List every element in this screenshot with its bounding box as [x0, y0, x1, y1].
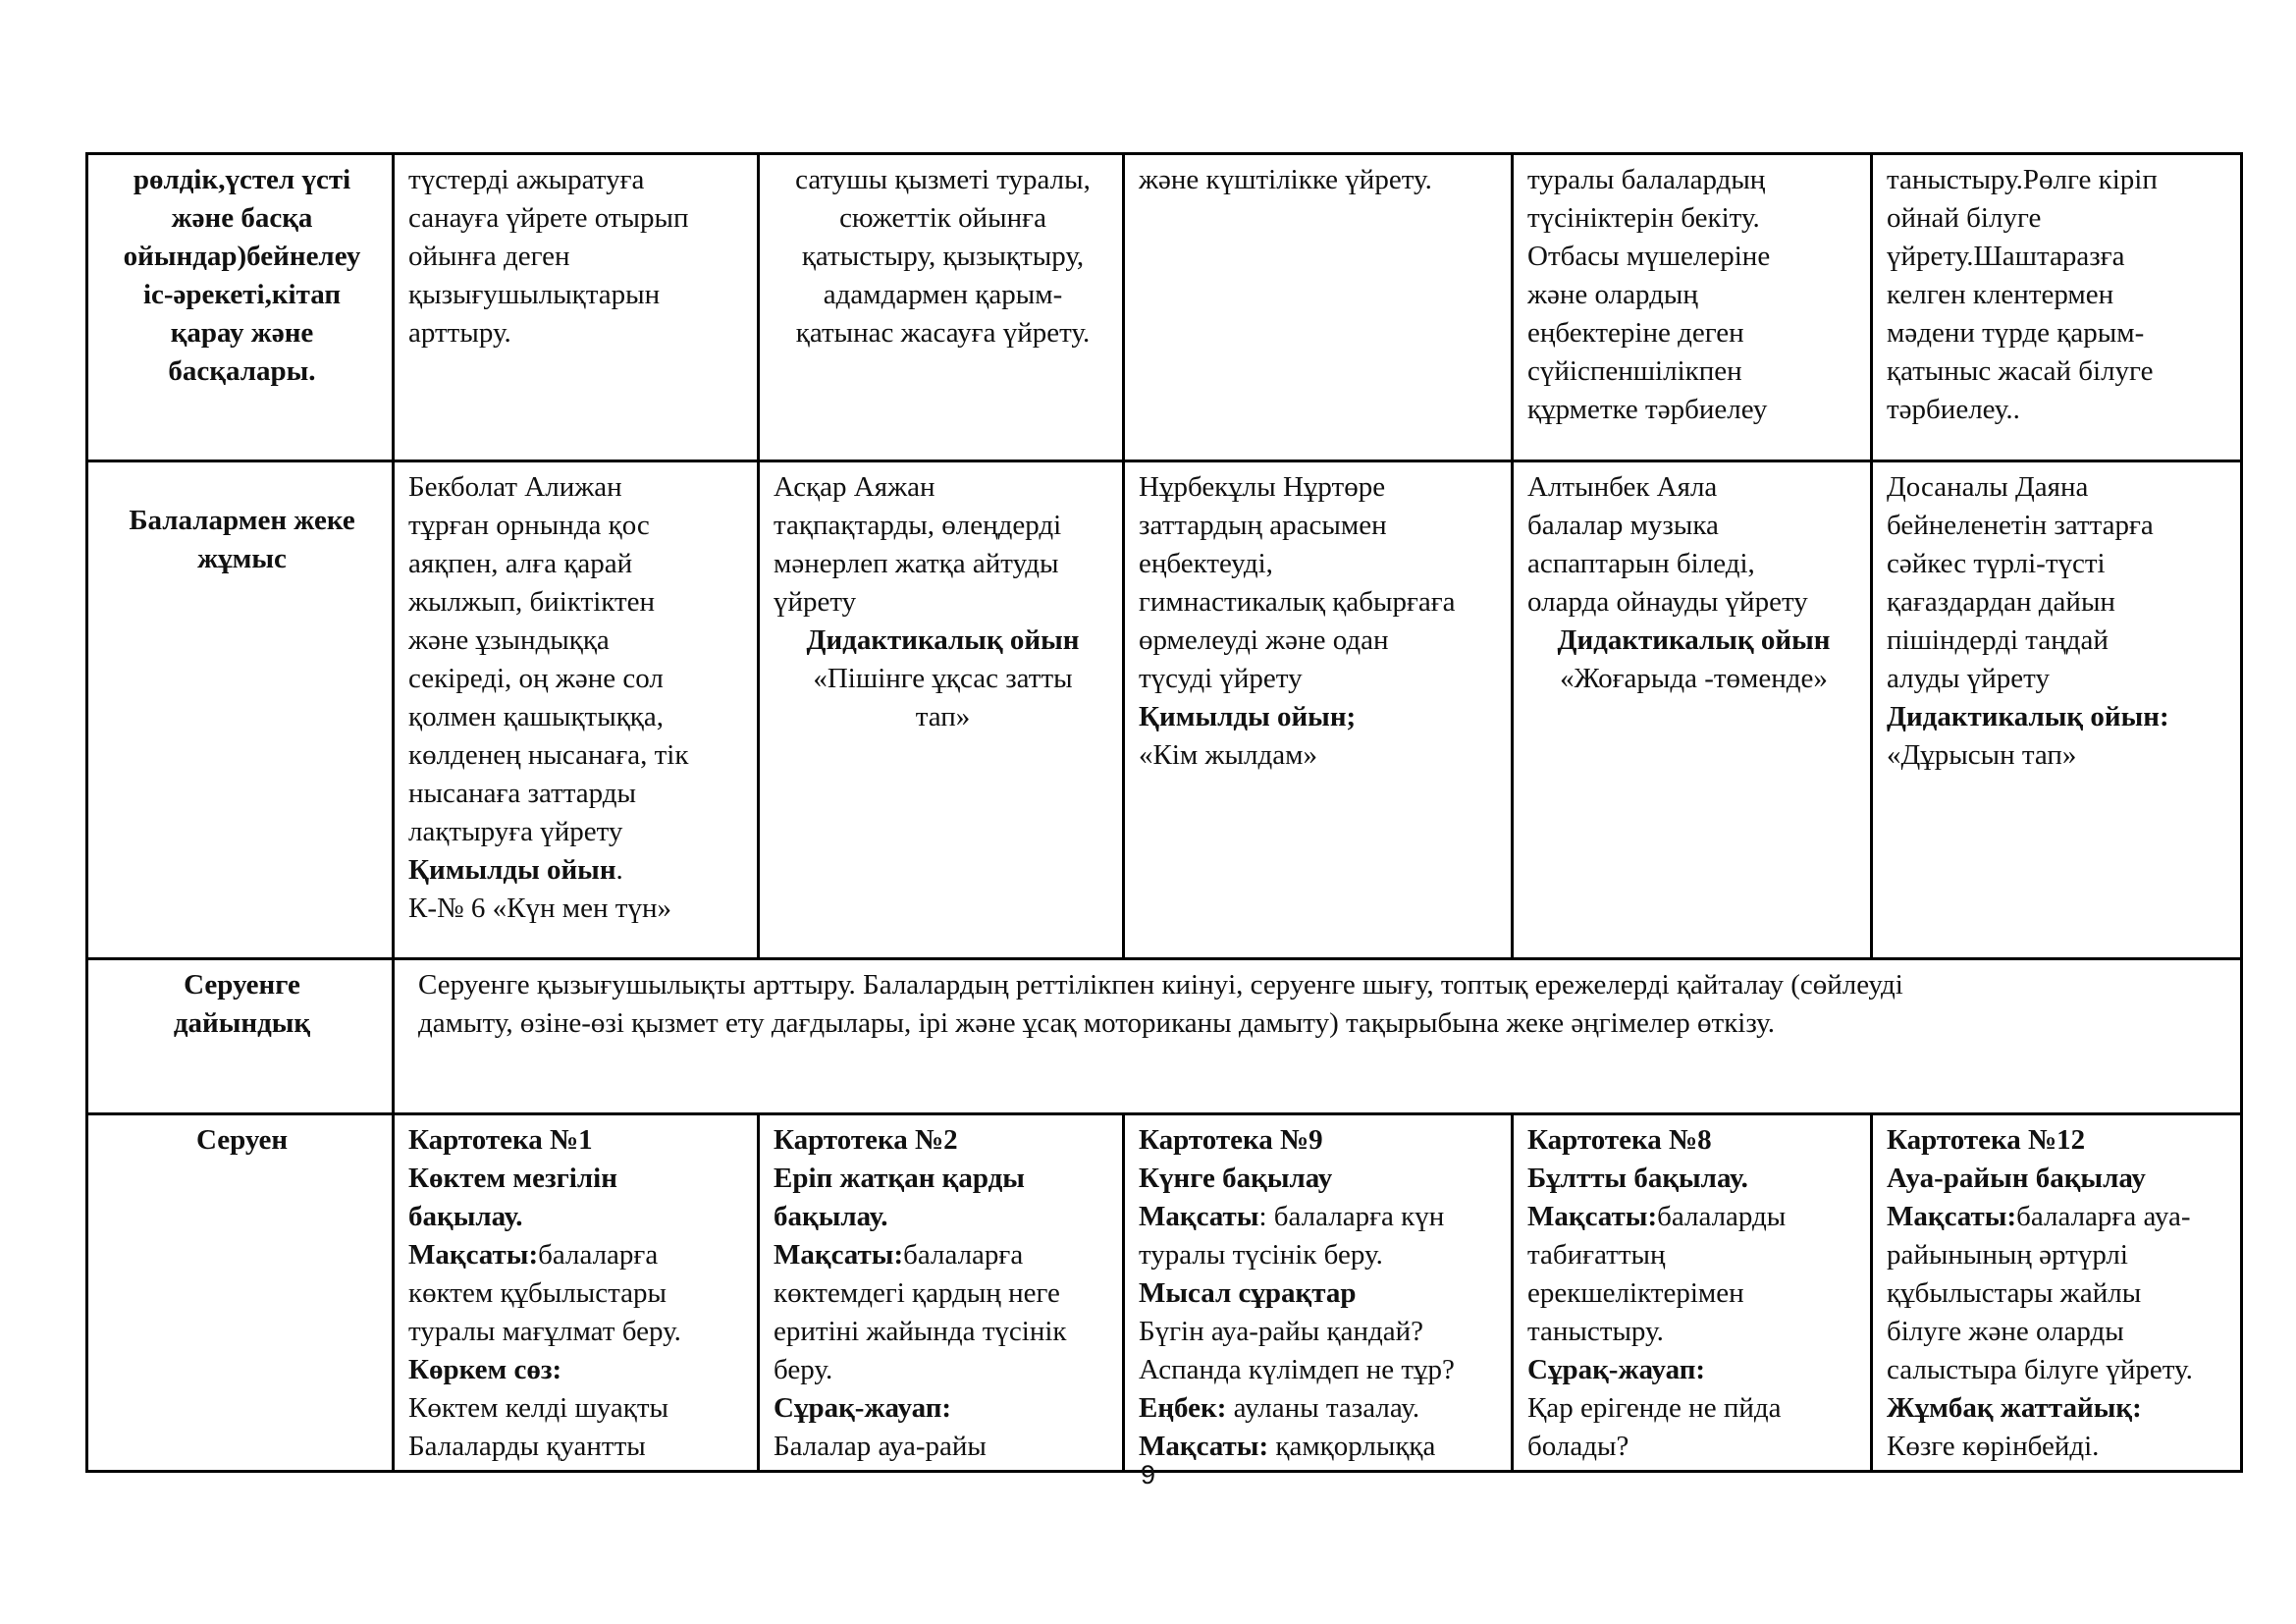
cell-text-line: мәдени түрде қарым-	[1887, 317, 2145, 349]
walk-text-line: салыстыра білуге үйрету.	[1887, 1354, 2193, 1385]
cell-text-line: нысанаға заттарды	[408, 778, 637, 809]
game-name: «Пішінге ұқсас затты	[813, 663, 1073, 694]
cell-text-line: түсуді үйрету	[1139, 663, 1303, 694]
cell-text-line: ойнай білуге	[1887, 202, 2042, 234]
walk-label: Мақсаты:	[1527, 1201, 1658, 1232]
cell-text-line: және олардың	[1527, 279, 1698, 310]
walk-text-line: құбылыстары жайлы	[1887, 1277, 2142, 1309]
cell-text-line: қатыныс жасай білуге	[1887, 355, 2154, 387]
cell-text-line: ойынға деген	[408, 241, 570, 272]
cell-text-line: лақтыруға үйрету	[408, 816, 623, 847]
cell-text-line: түстерді ажыратуға	[408, 164, 645, 195]
cell-text-line: таныстыру.Рөлге кіріп	[1887, 164, 2158, 195]
cell-text-line: түсініктерін бекіту.	[1527, 202, 1760, 234]
row-label-line: басқалары.	[168, 355, 316, 387]
walk-text-line: көктем құбылыстары	[408, 1277, 667, 1309]
row-label-role-games	[87, 154, 394, 461]
row-label-line: және басқа	[171, 202, 313, 234]
cell-text-line: санауға үйрете отырып	[408, 202, 689, 234]
role-games-cell-5	[1872, 154, 2242, 461]
cell-text-line: қатынас жасауға үйрету.	[795, 317, 1091, 349]
game-title: Дидактикалық ойын	[806, 624, 1080, 656]
cell-text-line: қолмен қашықтыққа,	[408, 701, 664, 732]
cell-text-line: Нұрбекұлы Нұртөре	[1139, 471, 1386, 503]
weekly-plan-table	[85, 152, 2243, 1473]
cell-text-line: үйрету.Шаштаразға	[1887, 241, 2125, 272]
walk-heading: Күнге бақылау	[1139, 1163, 1333, 1194]
individual-cell-5	[1872, 461, 2242, 959]
cell-text-line: аспаптарын біледі,	[1527, 548, 1755, 579]
individual-cell-3	[1124, 461, 1513, 959]
cell-text-line: сәйкес түрлі-түсті	[1887, 548, 2106, 579]
cell-text-line: сүйіспеншілікпен	[1527, 355, 1742, 387]
role-games-cell-4	[1513, 154, 1872, 461]
walk-heading: Көркем сөз:	[408, 1354, 562, 1385]
walk-text-line: ерекшеліктерімен	[1527, 1277, 1744, 1309]
row-label-line: іс-әрекеті,кітап	[142, 279, 342, 310]
row-label-line: рөлдік,үстел үсті	[133, 164, 351, 195]
walk-text-line: Аспанда күлімдеп не тұр?	[1139, 1354, 1455, 1385]
walk-text: : балаларға күн	[1258, 1201, 1445, 1232]
game-title: Қимылды ойын.	[408, 854, 623, 886]
row-label-line: Серуенге	[184, 969, 300, 1001]
table-row-walk-prep	[87, 959, 2242, 1114]
walk-cell-3	[1124, 1114, 1513, 1472]
walk-label: Мақсаты	[1139, 1201, 1259, 1232]
game-name: «Жоғарыда -төменде»	[1560, 663, 1828, 694]
role-games-cell-1	[394, 154, 759, 461]
cell-text-line: үйрету	[774, 586, 857, 618]
cell-text-line: Алтынбек Аяла	[1527, 471, 1718, 503]
row-label-line: Балалармен жеке	[129, 505, 355, 536]
cell-text-line: қатыстыру, қызықтыру,	[801, 241, 1085, 272]
individual-cell-4	[1513, 461, 1872, 959]
cell-text-line: Асқар Аяжан	[774, 471, 935, 503]
cell-text-line: сатушы қызметі туралы,	[795, 164, 1091, 195]
cell-text-line: қағаздардан дайын	[1887, 586, 2115, 618]
cell-text-line: секіреді, оң және сол	[408, 663, 664, 694]
row-label-walk: Серуен	[87, 1114, 394, 1472]
cell-text-line: тәрбиелеу..	[1887, 394, 2020, 425]
walk-heading: Бұлтты бақылау.	[1527, 1163, 1748, 1194]
walk-text: балаларға	[903, 1239, 1024, 1271]
cell-text-line: Отбасы мүшелеріне	[1527, 241, 1771, 272]
walk-text-line: білуге және оларды	[1887, 1316, 2124, 1347]
walk-text-line: Қар ерігенде не пйда	[1527, 1392, 1782, 1424]
role-games-cell-3	[1124, 154, 1513, 461]
cell-text-line: тұрған орнында қос	[408, 510, 650, 541]
cell-text-line: және күштілікке үйрету.	[1139, 164, 1432, 195]
walk-text-line: табиғаттың	[1527, 1239, 1666, 1271]
walk-heading: Көктем мезгілін	[408, 1163, 617, 1194]
walk-heading: Картотека №12	[1887, 1124, 2086, 1156]
walk-text-line: туралы мағұлмат беру.	[408, 1316, 681, 1347]
walk-heading: Картотека №1	[408, 1124, 593, 1156]
walk-cell-5	[1872, 1114, 2242, 1472]
walk-text: балаларға	[538, 1239, 659, 1271]
game-name: тап»	[915, 701, 971, 732]
walk-heading: бақылау.	[408, 1201, 523, 1232]
walk-label: Еңбек:	[1139, 1392, 1227, 1424]
cell-text-line: адамдармен қарым-	[823, 279, 1063, 310]
cell-text-line: тақпақтарды, өлеңдерді	[774, 510, 1062, 541]
row-label-line: ойындар)бейнелеу	[123, 241, 361, 272]
walk-cell-1	[394, 1114, 759, 1472]
walk-prep-line: Серуенге қызығушылықты арттыру. Балалардың реттілікпен киінуі, серуенге шығу, топтық ережелерді қайталау (сөйлеуді	[418, 969, 1903, 1001]
walk-text-line	[1139, 1389, 1501, 1428]
row-label-line: дайындық	[173, 1007, 311, 1039]
cell-text-line: қызығушылықтарын	[408, 279, 661, 310]
cell-text-line: жылжып, биіктіктен	[408, 586, 656, 618]
row-label-individual-work	[87, 461, 394, 959]
game-title: Дидактикалық ойын:	[1887, 701, 2169, 732]
cell-text-line: бейнеленетін заттарға	[1887, 510, 2154, 541]
cell-text-line: Досаналы Даяна	[1887, 471, 2089, 503]
walk-text-line	[1887, 1198, 2230, 1236]
cell-text-line: құрметке тәрбиелеу	[1527, 394, 1768, 425]
walk-heading: Картотека №2	[774, 1124, 958, 1156]
walk-text-line: Көзге көрінбейді.	[1887, 1431, 2100, 1462]
walk-heading: Картотека №8	[1527, 1124, 1712, 1156]
walk-text-line: Балаларды қуантты	[408, 1431, 646, 1462]
walk-text: қамқорлыққа	[1268, 1431, 1436, 1462]
cell-text-line: мәнерлеп жатқа айтуды	[774, 548, 1059, 579]
walk-label: Мақсаты:	[1887, 1201, 2017, 1232]
walk-text-line	[1527, 1198, 1860, 1236]
game-name: К-№ 6 «Күн мен түн»	[408, 893, 671, 924]
page-number: 9	[1140, 1460, 1156, 1489]
walk-heading: Сұрақ-жауап:	[1527, 1354, 1706, 1385]
walk-text-line: еритіні жайында түсінік	[774, 1316, 1067, 1347]
walk-heading: Сұрақ-жауап:	[774, 1392, 952, 1424]
walk-text-line: райынының әртүрлі	[1887, 1239, 2128, 1271]
individual-cell-2	[759, 461, 1124, 959]
row-label-line: қарау және	[170, 317, 314, 349]
walk-label: Мақсаты:	[1139, 1431, 1269, 1462]
walk-text-line: таныстыру.	[1527, 1316, 1664, 1347]
cell-text-line: балалар музыка	[1527, 510, 1719, 541]
cell-text-line: көлденең нысанаға, тік	[408, 739, 689, 771]
walk-text-line	[1139, 1198, 1501, 1236]
walk-text-line: көктемдегі қардың неге	[774, 1277, 1060, 1309]
game-title: Қимылды ойын;	[1139, 701, 1357, 732]
walk-text-line: туралы түсінік беру.	[1139, 1239, 1383, 1271]
walk-text: балаларды	[1657, 1201, 1787, 1232]
table-row-walk	[87, 1114, 2242, 1472]
walk-heading: Еріп жатқан қарды	[774, 1163, 1025, 1194]
cell-text-line: гимнастикалық қабырғаға	[1139, 586, 1456, 618]
row-label-walk-prep	[87, 959, 394, 1114]
individual-cell-1	[394, 461, 759, 959]
role-games-cell-2	[759, 154, 1124, 461]
walk-prep-text	[394, 959, 2242, 1114]
game-name: «Кім жылдам»	[1139, 739, 1317, 771]
cell-text-line: сюжеттік ойынға	[839, 202, 1046, 234]
walk-label: Мақсаты:	[774, 1239, 904, 1271]
table-row-individual	[87, 461, 2242, 959]
walk-text-line: Бүгін ауа-райы қандай?	[1139, 1316, 1424, 1347]
walk-prep-line: дамыту, өзіне-өзі қызмет ету дағдылары, ірі және ұсақ моториканы дамыту) тақырыбына жеке әңгімелер өткізу.	[418, 1007, 1776, 1039]
walk-text-line	[774, 1236, 1112, 1274]
walk-cell-4	[1513, 1114, 1872, 1472]
walk-heading: бақылау.	[774, 1201, 888, 1232]
cell-text-line: келген клентермен	[1887, 279, 2114, 310]
walk-heading: Ауа-райын бақылау	[1887, 1163, 2146, 1194]
walk-text-line: болады?	[1527, 1431, 1629, 1462]
cell-text-line: аяқпен, алға қарай	[408, 548, 633, 579]
game-name: «Дұрысын тап»	[1887, 739, 2077, 771]
walk-text: балаларға ауа-	[2016, 1201, 2191, 1232]
table-row-role-games	[87, 154, 2242, 461]
cell-text-line: туралы балалардың	[1527, 164, 1766, 195]
walk-cell-2	[759, 1114, 1124, 1472]
walk-heading: Жұмбақ жаттайық:	[1887, 1392, 2142, 1424]
walk-text-line: Көктем келді шуақты	[408, 1392, 669, 1424]
walk-text-line: беру.	[774, 1354, 833, 1385]
walk-text: ауланы тазалау.	[1226, 1392, 1420, 1424]
cell-text-line: және ұзындыққа	[408, 624, 610, 656]
game-title: Дидактикалық ойын	[1557, 624, 1831, 656]
cell-text-line: пішіндерді таңдай	[1887, 624, 2109, 656]
walk-heading: Картотека №9	[1139, 1124, 1323, 1156]
cell-text-line: алуды үйрету	[1887, 663, 2050, 694]
walk-heading: Мысал сұрақтар	[1139, 1277, 1357, 1309]
cell-text-line: оларда ойнауды үйрету	[1527, 586, 1808, 618]
cell-text-line: Бекболат Алижан	[408, 471, 622, 503]
walk-text-line: Балалар ауа-райы	[774, 1431, 987, 1462]
cell-text-line: еңбектеуді,	[1139, 548, 1273, 579]
walk-label: Мақсаты:	[408, 1239, 539, 1271]
cell-text-line: заттардың арасымен	[1139, 510, 1387, 541]
game-title-suffix: .	[615, 854, 623, 886]
row-label-line: жұмыс	[197, 543, 287, 574]
cell-text-line: еңбектеріне деген	[1527, 317, 1744, 349]
cell-text-line: арттыру.	[408, 317, 511, 349]
walk-text-line	[408, 1236, 747, 1274]
cell-text-line: өрмелеуді және одан	[1139, 624, 1389, 656]
